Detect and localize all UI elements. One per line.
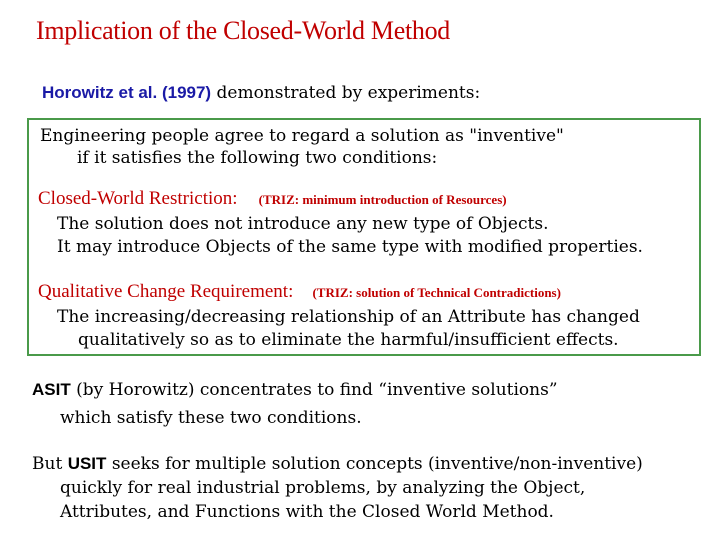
condition-2-line-2: qualitatively so as to eliminate the harmful/insufficient effects. bbox=[78, 330, 619, 350]
condition-2-triz-note: (TRIZ: solution of Technical Contradictions) bbox=[312, 285, 561, 300]
condition-2-heading-row bbox=[38, 281, 561, 303]
condition-1-heading-row bbox=[38, 188, 507, 210]
reference-citation: Horowitz et al. (1997) bbox=[42, 83, 212, 102]
condition-1-line-1: The solution does not introduce any new type of Objects. bbox=[57, 214, 549, 234]
usit-line-2: quickly for real industrial problems, by analyzing the Object, bbox=[60, 478, 586, 498]
usit-line-1 bbox=[32, 454, 643, 474]
condition-1-triz-note: (TRIZ: minimum introduction of Resources) bbox=[258, 192, 507, 207]
usit-line-1-text: seeks for multiple solution concepts (inventive/non-inventive) bbox=[106, 454, 643, 474]
condition-2-line-1: The increasing/decreasing relationship of an Attribute has changed bbox=[57, 307, 640, 327]
usit-term: USIT bbox=[67, 454, 107, 473]
condition-1-heading: Closed-World Restriction: bbox=[38, 188, 238, 209]
box-line-1: Engineering people agree to regard a solution as "inventive" bbox=[40, 126, 564, 146]
asit-line-1-text: (by Horowitz) concentrates to find “inventive solutions” bbox=[70, 380, 558, 400]
asit-term: ASIT bbox=[32, 380, 71, 399]
intro-text: demonstrated by experiments: bbox=[211, 83, 481, 103]
usit-line-3: Attributes, and Functions with the Closed World Method. bbox=[60, 502, 554, 522]
box-line-2: if it satisfies the following two conditions: bbox=[77, 148, 438, 168]
slide-title: Implication of the Closed-World Method bbox=[36, 16, 450, 45]
condition-1-line-2: It may introduce Objects of the same type with modified properties. bbox=[57, 237, 643, 257]
condition-2-heading: Qualitative Change Requirement: bbox=[38, 281, 294, 302]
intro-line bbox=[42, 83, 480, 103]
usit-prefix: But bbox=[32, 454, 68, 474]
asit-line-2: which satisfy these two conditions. bbox=[60, 408, 362, 428]
asit-line-1 bbox=[32, 380, 558, 400]
